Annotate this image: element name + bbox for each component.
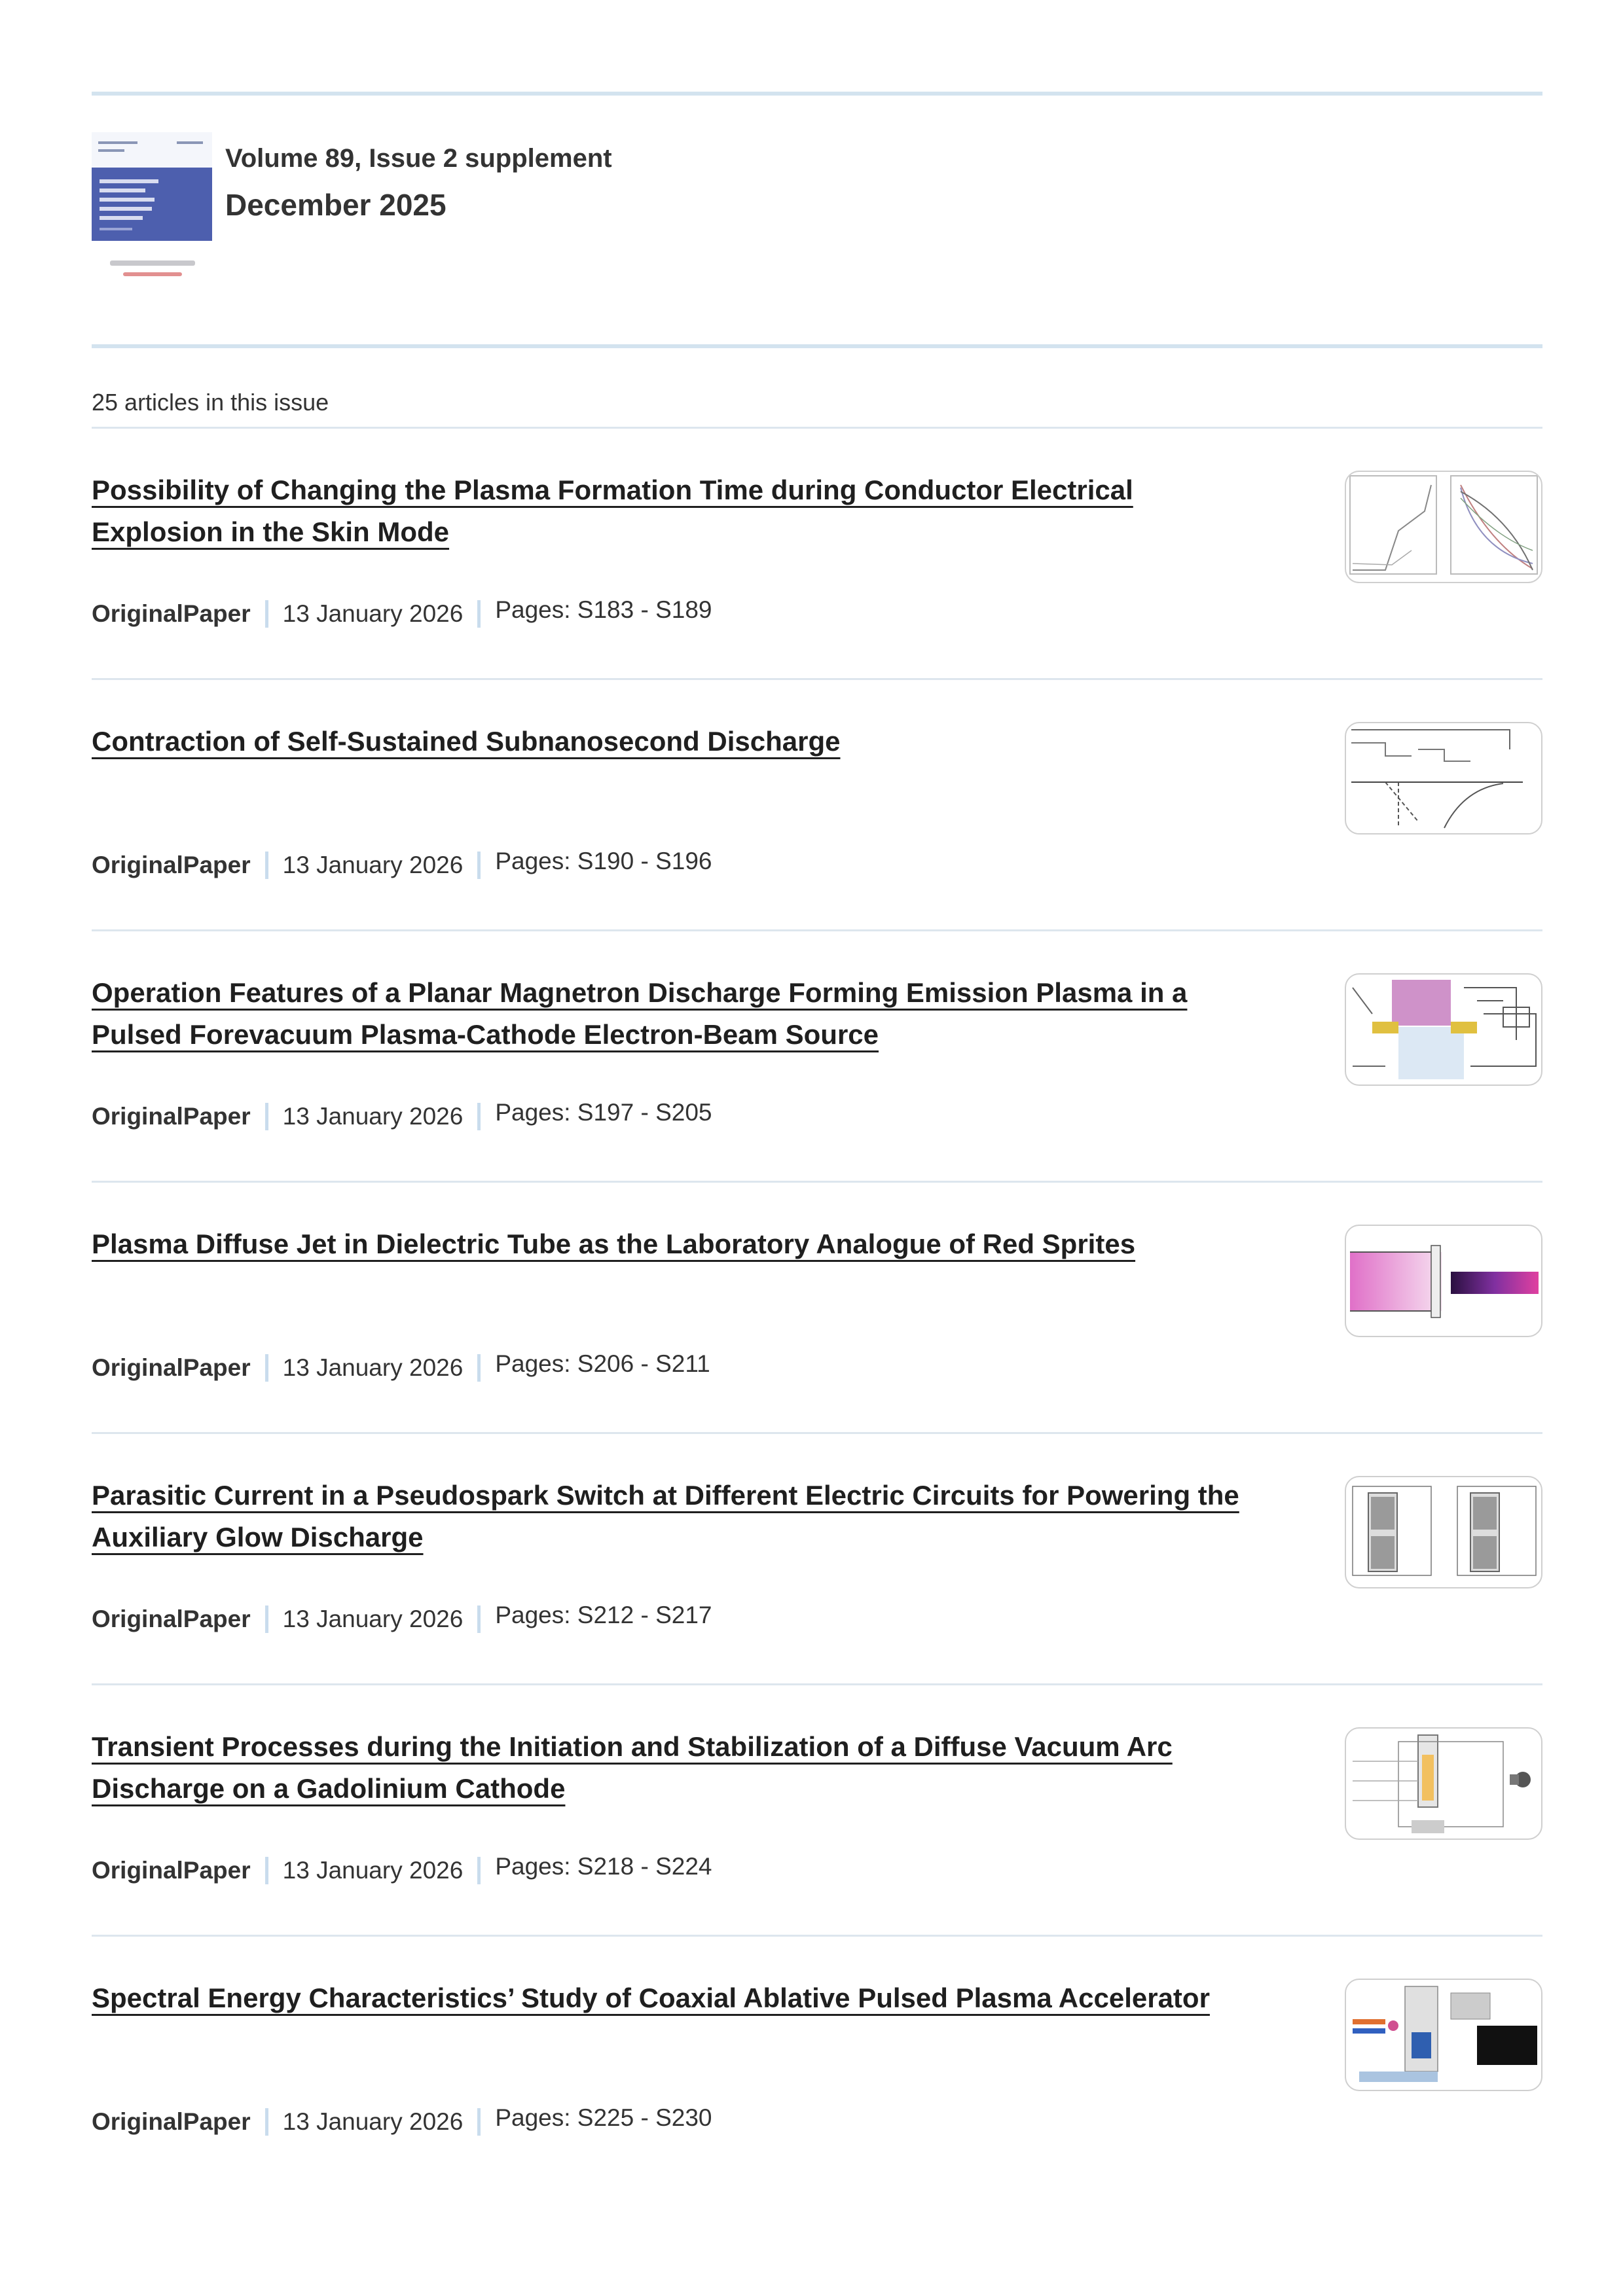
article-type: OriginalPaper [92, 600, 251, 627]
article-meta [92, 2104, 712, 2136]
article-pages: Pages: S206 - S211 [495, 1350, 710, 1377]
article-type: OriginalPaper [92, 1354, 251, 1381]
article-type: OriginalPaper [92, 1605, 251, 1632]
article-pages: Pages: S190 - S196 [495, 848, 712, 874]
meta-separator [477, 1605, 481, 1633]
article-item [92, 680, 1542, 931]
article-meta [92, 1602, 712, 1633]
article-type: OriginalPaper [92, 1857, 251, 1884]
article-figure-thumbnail[interactable] [1345, 1727, 1542, 1840]
article-date: 13 January 2026 [282, 1354, 464, 1381]
meta-separator [477, 852, 481, 879]
meta-separator [265, 852, 268, 879]
article-title-link[interactable]: Plasma Diffuse Jet in Dielectric Tube as the Laboratory Analogue of Red Sprites [92, 1229, 1136, 1259]
article-meta [92, 1853, 712, 1884]
article-count: 25 articles in this issue [92, 389, 329, 416]
article-title-link[interactable]: Transient Processes during the Initiation and Stabilization of a Diffuse Vacuum Arc Discharge on a Gadolinium Cathode [92, 1731, 1173, 1804]
meta-separator [477, 2108, 481, 2136]
meta-separator [477, 1103, 481, 1130]
article-pages: Pages: S212 - S217 [495, 1602, 712, 1628]
article-figure-thumbnail[interactable] [1345, 1225, 1542, 1337]
article-item [92, 1183, 1542, 1434]
article-meta [92, 848, 712, 879]
article-type: OriginalPaper [92, 1103, 251, 1130]
meta-separator [477, 600, 481, 628]
article-item [92, 931, 1542, 1183]
article-meta [92, 1350, 710, 1382]
article-item [92, 429, 1542, 680]
article-item [92, 1937, 1542, 2188]
journal-cover-thumbnail[interactable] [92, 132, 212, 284]
issue-header [92, 96, 1542, 344]
article-title-link[interactable]: Spectral Energy Characteristics’ Study of Coaxial Ablative Pulsed Plasma Accelerator [92, 1982, 1210, 2013]
issue-page [92, 0, 1542, 2188]
article-type: OriginalPaper [92, 852, 251, 878]
article-date: 13 January 2026 [282, 1857, 464, 1884]
article-title-link[interactable]: Operation Features of a Planar Magnetron Discharge Forming Emission Plasma in a Pulsed Forevacuum Plasma-Cathode Electron-Beam Source [92, 977, 1188, 1050]
article-item [92, 1685, 1542, 1937]
meta-separator [265, 1103, 268, 1130]
article-date: 13 January 2026 [282, 2108, 464, 2135]
article-figure-thumbnail[interactable] [1345, 722, 1542, 834]
article-figure-thumbnail[interactable] [1345, 1476, 1542, 1588]
meta-separator [477, 1857, 481, 1884]
article-title-link[interactable]: Possibility of Changing the Plasma Formation Time during Conductor Electrical Explosion in the Skin Mode [92, 475, 1133, 547]
article-pages: Pages: S183 - S189 [495, 596, 712, 623]
meta-separator [265, 1605, 268, 1633]
article-title-link[interactable]: Contraction of Self-Sustained Subnanosecond Discharge [92, 726, 841, 757]
article-date: 13 January 2026 [282, 1103, 464, 1130]
meta-separator [265, 1857, 268, 1884]
article-type: OriginalPaper [92, 2108, 251, 2135]
article-figure-thumbnail[interactable] [1345, 973, 1542, 1086]
issue-volume: Volume 89, Issue 2 supplement [225, 144, 612, 173]
article-pages: Pages: S218 - S224 [495, 1853, 712, 1880]
article-date: 13 January 2026 [282, 600, 464, 627]
meta-separator [265, 600, 268, 628]
article-meta [92, 596, 712, 628]
article-meta [92, 1099, 712, 1130]
article-count-row [92, 348, 1542, 427]
article-figure-thumbnail[interactable] [1345, 1979, 1542, 2091]
article-figure-thumbnail[interactable] [1345, 471, 1542, 583]
meta-separator [477, 1354, 481, 1382]
article-item [92, 1434, 1542, 1685]
article-pages: Pages: S197 - S205 [495, 1099, 712, 1126]
article-date: 13 January 2026 [282, 1605, 464, 1632]
article-date: 13 January 2026 [282, 852, 464, 878]
meta-separator [265, 2108, 268, 2136]
issue-date: December 2025 [225, 188, 447, 222]
article-pages: Pages: S225 - S230 [495, 2104, 712, 2131]
article-title-link[interactable]: Parasitic Current in a Pseudospark Switch at Different Electric Circuits for Powering the Auxiliary Glow Discharge [92, 1480, 1239, 1552]
meta-separator [265, 1354, 268, 1382]
